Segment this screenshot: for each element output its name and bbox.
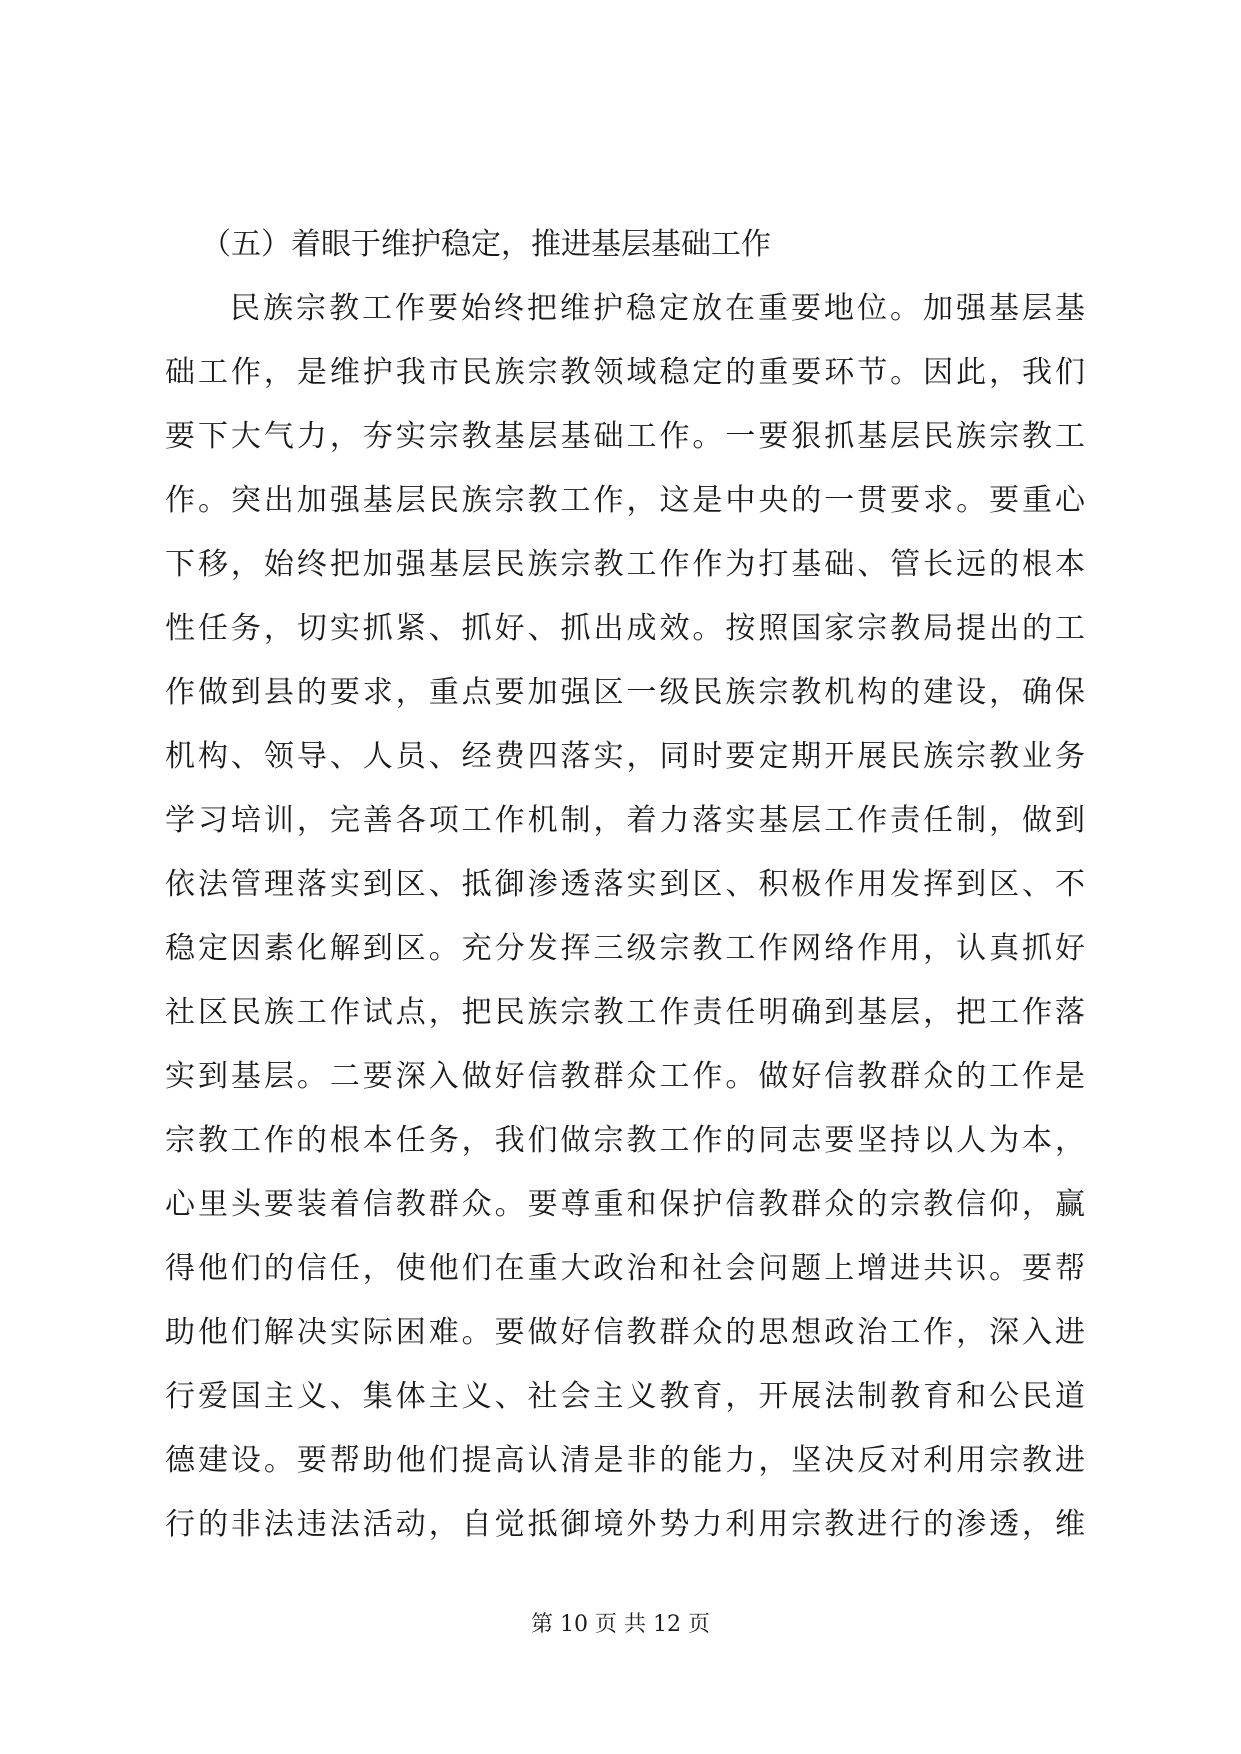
- document-body: [165, 227, 1085, 1574]
- paragraph-line: 依法管理落实到区、抵御渗透落实到区、积极作用发挥到区、不: [165, 867, 1085, 902]
- paragraph-line: 助他们解决实际困难。要做好信教群众的思想政治工作，深入进: [165, 1315, 1085, 1350]
- paragraph-line: 性任务，切实抓紧、抓好、抓出成效。按照国家宗教局提出的工: [165, 611, 1085, 646]
- paragraph-line: 得他们的信任，使他们在重大政治和社会问题上增进共识。要帮: [165, 1251, 1085, 1286]
- section-heading: （五）着眼于维护稳定，推进基层基础工作: [201, 227, 771, 262]
- paragraph-line: 机构、领导、人员、经费四落实，同时要定期开展民族宗教业务: [165, 739, 1085, 774]
- paragraph-line: 行爱国主义、集体主义、社会主义教育，开展法制教育和公民道: [165, 1379, 1085, 1414]
- paragraph-line: 宗教工作的根本任务，我们做宗教工作的同志要坚持以人为本，: [165, 1123, 1085, 1158]
- paragraph-line: 实到基层。二要深入做好信教群众工作。做好信教群众的工作是: [165, 1059, 1085, 1094]
- paragraph-line: 德建设。要帮助他们提高认清是非的能力，坚决反对利用宗教进: [165, 1443, 1085, 1478]
- paragraph-line: 稳定因素化解到区。充分发挥三级宗教工作网络作用，认真抓好: [165, 931, 1085, 966]
- paragraph-line: 作做到县的要求，重点要加强区一级民族宗教机构的建设，确保: [165, 675, 1085, 710]
- paragraph-line: 民族宗教工作要始终把维护稳定放在重要地位。加强基层基: [230, 291, 1085, 326]
- paragraph-line: 心里头要装着信教群众。要尊重和保护信教群众的宗教信仰，赢: [165, 1187, 1085, 1222]
- paragraph-line: 学习培训，完善各项工作机制，着力落实基层工作责任制，做到: [165, 803, 1085, 838]
- paragraph-line: 作。突出加强基层民族宗教工作，这是中央的一贯要求。要重心: [165, 483, 1085, 518]
- paragraph-line: 要下大气力，夯实宗教基层基础工作。一要狠抓基层民族宗教工: [165, 419, 1085, 454]
- page-number-footer: 第 10 页 共 12 页: [531, 1612, 710, 1637]
- paragraph-line: 行的非法违法活动，自觉抵御境外势力利用宗教进行的渗透，维: [165, 1507, 1085, 1542]
- paragraph-line: 社区民族工作试点，把民族宗教工作责任明确到基层，把工作落: [165, 995, 1085, 1030]
- paragraph-line: 下移，始终把加强基层民族宗教工作作为打基础、管长远的根本: [165, 547, 1085, 582]
- paragraph-line: 础工作，是维护我市民族宗教领域稳定的重要环节。因此，我们: [165, 355, 1085, 390]
